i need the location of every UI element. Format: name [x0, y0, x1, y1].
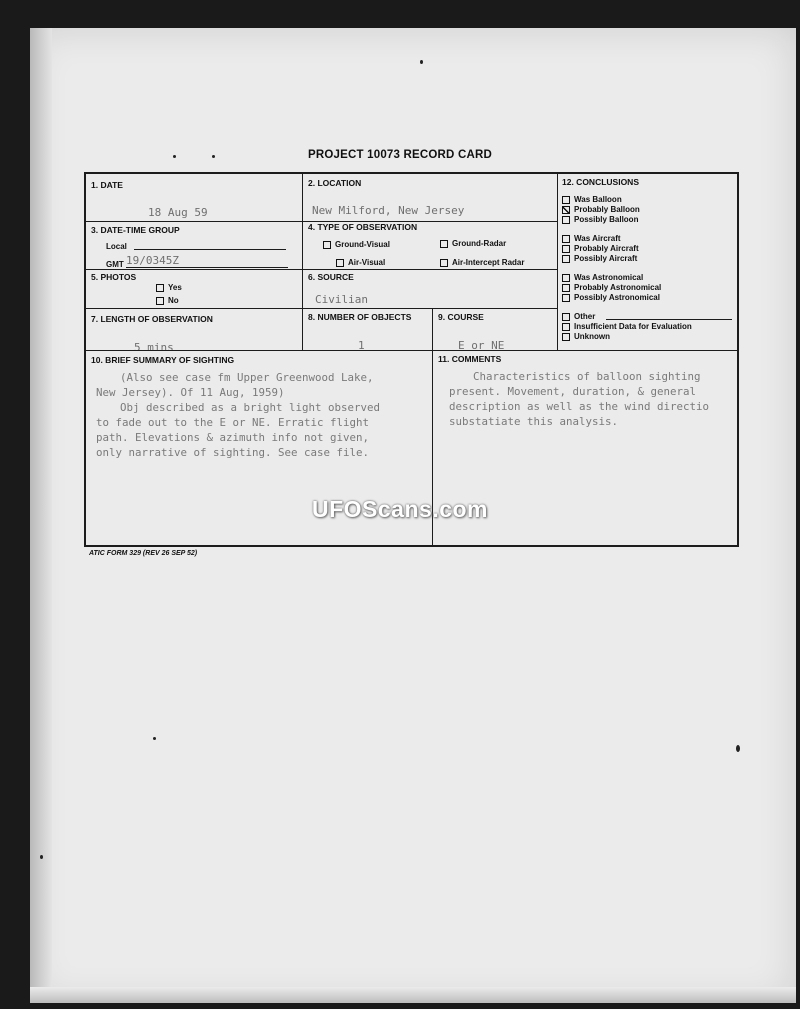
checkbox-icon [336, 259, 344, 267]
observation-type-label: 4. TYPE OF OBSERVATION [308, 222, 418, 232]
photos-label: 5. PHOTOS [91, 272, 137, 282]
checkbox-icon [562, 333, 570, 341]
probably-balloon-option: Probably Balloon [562, 205, 640, 215]
summary-line: New Jersey). Of 11 Aug, 1959) [96, 386, 285, 399]
record-card [84, 172, 739, 547]
was-aircraft-option: Was Aircraft [562, 234, 621, 244]
ground-radar-option: Ground-Radar [440, 239, 506, 248]
gmt-label: GMT [106, 260, 124, 269]
other-option: Other [562, 312, 595, 322]
air-visual-option: Air-Visual [336, 258, 385, 267]
num-objects-value: 1 [358, 339, 365, 352]
course-value: E or NE [458, 339, 505, 352]
probably-aircraft-option: Probably Aircraft [562, 244, 639, 254]
was-astronomical-option: Was Astronomical [562, 273, 643, 283]
form-number: ATIC FORM 329 (REV 26 SEP 52) [89, 550, 198, 557]
insufficient-option: Insufficient Data for Evaluation [562, 322, 692, 332]
comment-line: description as well as the wind directio [449, 400, 710, 413]
comments-label: 11. COMMENTS [438, 354, 502, 364]
course-cell [433, 309, 558, 351]
checkbox-icon [562, 284, 570, 292]
dtg-label: 3. DATE-TIME GROUP [91, 225, 180, 235]
was-balloon-option: Was Balloon [562, 195, 622, 205]
date-value: 18 Aug 59 [148, 206, 208, 219]
summary-line: to fade out to the E or NE. Erratic flight [96, 416, 370, 429]
comment-line: Characteristics of balloon sighting [473, 370, 701, 383]
length-label: 7. LENGTH OF OBSERVATION [91, 314, 213, 324]
checkbox-icon [562, 313, 570, 321]
source-cell [303, 270, 558, 309]
summary-line: path. Elevations & azimuth info not given, [96, 431, 370, 444]
possibly-aircraft-option: Possibly Aircraft [562, 254, 637, 264]
scan-speck [153, 737, 156, 740]
checkbox-icon [156, 297, 164, 305]
source-label: 6. SOURCE [308, 272, 354, 282]
checkbox-icon [440, 259, 448, 267]
local-label: Local [106, 242, 127, 251]
probably-astronomical-option: Probably Astronomical [562, 283, 661, 293]
photos-cell [86, 270, 303, 309]
checkbox-icon [562, 255, 570, 263]
checkbox-icon [323, 241, 331, 249]
photos-yes-option: Yes [156, 283, 182, 292]
summary-line: only narrative of sighting. See case file. [96, 446, 370, 459]
summary-label: 10. BRIEF SUMMARY OF SIGHTING [91, 355, 235, 365]
course-label: 9. COURSE [438, 312, 484, 322]
unknown-option: Unknown [562, 332, 610, 342]
comment-line: substatiate this analysis. [449, 415, 619, 428]
possibly-balloon-option: Possibly Balloon [562, 215, 638, 225]
photos-no-option: No [156, 296, 179, 305]
location-value: New Milford, New Jersey [312, 204, 465, 217]
comment-line: present. Movement, duration, & general [449, 385, 697, 398]
checkbox-icon [562, 196, 570, 204]
summary-line: Obj described as a bright light observed [120, 401, 381, 414]
scan-speck [420, 60, 423, 64]
location-cell [303, 174, 558, 222]
checkbox-icon [562, 216, 570, 224]
scan-speck [212, 155, 215, 158]
date-cell [86, 174, 303, 222]
checkbox-icon [156, 284, 164, 292]
checkbox-icon [562, 274, 570, 282]
scan-speck [173, 155, 176, 158]
num-objects-label: 8. NUMBER OF OBJECTS [308, 312, 412, 322]
length-value: 5 mins [134, 341, 174, 350]
conclusions-cell [558, 174, 737, 351]
source-value: Civilian [315, 293, 368, 306]
scan-speck [40, 855, 43, 859]
ground-visual-option: Ground-Visual [323, 240, 390, 249]
dtg-cell [86, 222, 303, 270]
gmt-value: 19/0345Z [126, 254, 179, 267]
location-label: 2. LOCATION [308, 178, 362, 188]
watermark: UFOScans.com [312, 496, 488, 522]
checkbox-icon [562, 245, 570, 253]
air-intercept-option: Air-Intercept Radar [440, 258, 524, 267]
checkbox-icon [562, 294, 570, 302]
checkbox-icon [562, 235, 570, 243]
possibly-astronomical-option: Possibly Astronomical [562, 293, 660, 303]
date-label: 1. DATE [91, 180, 123, 190]
scan-speck [736, 745, 740, 752]
checked-box-icon [562, 206, 570, 214]
summary-line: (Also see case fm Upper Greenwood Lake, [120, 371, 374, 384]
num-objects-cell [303, 309, 433, 351]
checkbox-icon [562, 323, 570, 331]
length-cell [86, 309, 303, 351]
conclusions-label: 12. CONCLUSIONS [562, 177, 639, 187]
checkbox-icon [440, 240, 448, 248]
observation-type-cell [303, 222, 558, 270]
card-title: PROJECT 10073 RECORD CARD [308, 149, 492, 161]
